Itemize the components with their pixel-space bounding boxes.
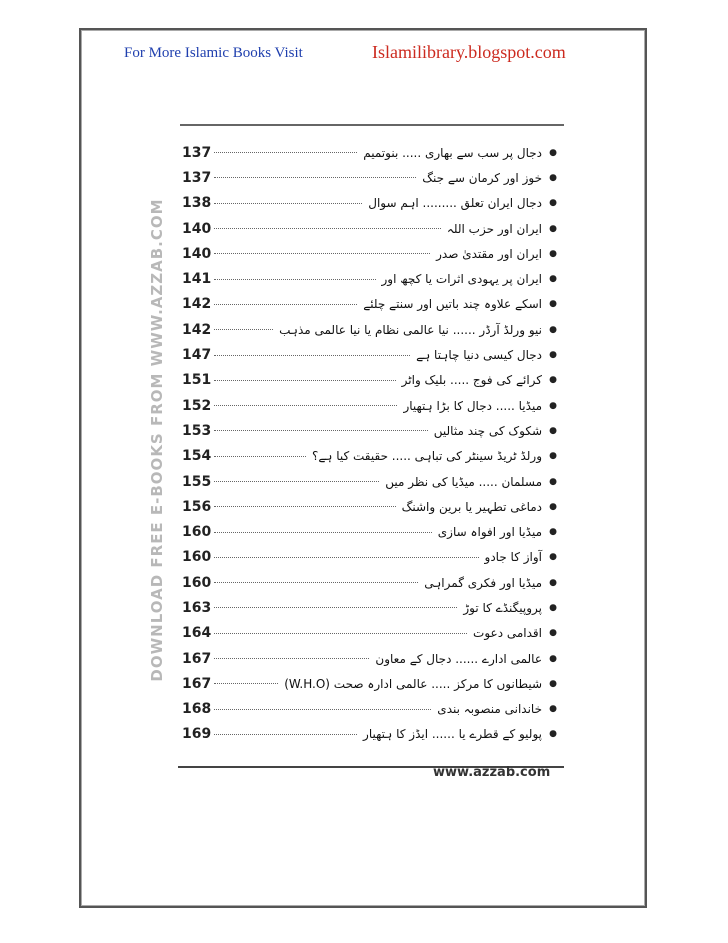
- bullet-icon: ●: [549, 602, 557, 613]
- toc-page-number: 160: [182, 524, 212, 541]
- toc-title: دجال ایران تعلق ......... اہم سوال: [368, 196, 542, 211]
- toc-title: شکوک کی چند مثالیں: [433, 423, 542, 438]
- bullet-icon: ●: [549, 248, 557, 259]
- toc-page-number: 152: [182, 397, 212, 414]
- toc-leader-dots: [214, 582, 418, 583]
- bullet-icon: ●: [549, 653, 557, 664]
- toc-page-number: 154: [182, 448, 212, 465]
- toc-title: پروپیگنڈے کا توڑ: [463, 600, 542, 615]
- toc-leader-dots: [214, 228, 441, 229]
- bullet-icon: ●: [549, 274, 557, 285]
- toc-leader-dots: [214, 279, 376, 280]
- toc-title: ایران اور مقتدیٰ صدر: [436, 246, 542, 261]
- toc-leader-dots: [214, 304, 357, 305]
- toc-leader-dots: [214, 607, 457, 608]
- toc-page-number: 160: [182, 574, 212, 591]
- side-watermark: [148, 198, 166, 682]
- toc-row[interactable]: [182, 570, 560, 595]
- toc-title: ایران اور حزب اللہ: [446, 221, 542, 236]
- toc-row[interactable]: [182, 342, 560, 367]
- toc-page-number: 137: [182, 144, 212, 161]
- toc-title: خوز اور کرمان سے جنگ: [422, 170, 542, 185]
- toc-page-number: 138: [182, 195, 212, 212]
- bullet-icon: ●: [549, 729, 557, 740]
- toc-title: دجال کیسی دنیا چاہتا ہے: [416, 348, 542, 363]
- toc-row[interactable]: [182, 595, 560, 620]
- toc-row[interactable]: [182, 317, 560, 342]
- bullet-icon: ●: [549, 425, 557, 436]
- bullet-icon: ●: [549, 501, 557, 512]
- toc-row[interactable]: [182, 519, 560, 544]
- toc-title: کرائے کی فوج ..... بلیک واٹر: [401, 373, 542, 388]
- bullet-icon: ●: [549, 375, 557, 386]
- toc-row[interactable]: [182, 621, 560, 646]
- side-watermark-text: DOWNLOAD FREE E-BOOKS FROM WWW.AZZAB.COM: [148, 198, 166, 682]
- toc-title: شیطانوں کا مرکز ..... عالمی ادارہ صحت (W.H.O): [284, 676, 542, 691]
- toc-title: دجال پر سب سے بھاری ..... بنوتمیم: [363, 145, 542, 160]
- toc-page-number: 168: [182, 701, 212, 718]
- toc-leader-dots: [214, 177, 416, 178]
- bullet-icon: ●: [549, 628, 557, 639]
- toc-page-number: 137: [182, 169, 212, 186]
- toc-leader-dots: [214, 658, 369, 659]
- toc-leader-dots: [214, 633, 467, 634]
- toc-leader-dots: [214, 532, 432, 533]
- toc-page-number: 151: [182, 372, 212, 389]
- header-blog-link[interactable]: Islamilibrary.blogspot.com: [372, 42, 566, 62]
- toc-title: عالمی ادارے ...... دجال کے معاون: [375, 651, 542, 666]
- toc-row[interactable]: [182, 368, 560, 393]
- toc-leader-dots: [214, 734, 357, 735]
- toc-row[interactable]: [182, 292, 560, 317]
- toc-page-number: 140: [182, 245, 212, 262]
- toc-title: اقدامی دعوت: [473, 626, 542, 641]
- toc-row[interactable]: [182, 140, 560, 165]
- bullet-icon: ●: [549, 400, 557, 411]
- footer-url[interactable]: www.azzab.com: [433, 765, 551, 780]
- bullet-icon: ●: [549, 198, 557, 209]
- toc-page-number: 141: [182, 271, 212, 288]
- bullet-icon: ●: [549, 577, 557, 588]
- toc-leader-dots: [214, 481, 379, 482]
- bullet-icon: ●: [549, 172, 557, 183]
- toc-title: میڈیا ..... دجال کا بڑا ہتھیار: [403, 398, 542, 413]
- toc-title: نیو ورلڈ آرڈر ...... نیا عالمی نظام یا نیا عالمی مذہب: [279, 322, 542, 337]
- toc-row[interactable]: [182, 697, 560, 722]
- toc-title: آواز کا جادو: [484, 550, 542, 565]
- toc-row[interactable]: [182, 722, 560, 747]
- bullet-icon: ●: [549, 552, 557, 563]
- top-divider: [180, 124, 564, 126]
- toc-row[interactable]: [182, 418, 560, 443]
- toc-leader-dots: [214, 355, 410, 356]
- toc-leader-dots: [214, 203, 362, 204]
- toc-page-number: 167: [182, 675, 212, 692]
- bullet-icon: ●: [549, 704, 557, 715]
- toc-leader-dots: [214, 506, 396, 507]
- bullet-icon: ●: [549, 451, 557, 462]
- toc-row[interactable]: [182, 241, 560, 266]
- toc-title: اسکے علاوہ چند باتیں اور سنتے چلئے: [363, 297, 542, 312]
- bullet-icon: ●: [549, 324, 557, 335]
- toc-leader-dots: [214, 430, 428, 431]
- toc-page-number: 142: [182, 321, 212, 338]
- toc-title: پولیو کے قطرے یا ...... ایڈز کا ہتھیار: [363, 727, 542, 742]
- toc-page-number: 169: [182, 726, 212, 743]
- toc-leader-dots: [214, 709, 431, 710]
- header-left-text: For More Islamic Books Visit: [124, 45, 303, 61]
- toc-leader-dots: [214, 405, 397, 406]
- bullet-icon: ●: [549, 223, 557, 234]
- toc-row[interactable]: [182, 494, 560, 519]
- toc-page-number: 142: [182, 296, 212, 313]
- bullet-icon: ●: [549, 476, 557, 487]
- toc-row[interactable]: [182, 216, 560, 241]
- toc-title: مسلمان ..... میڈیا کی نظر میں: [385, 474, 542, 489]
- toc-page-number: 140: [182, 220, 212, 237]
- toc-leader-dots: [214, 557, 479, 558]
- toc-row[interactable]: [182, 545, 560, 570]
- toc-title: میڈیا اور فکری گمراہی: [424, 575, 542, 590]
- toc-leader-dots: [214, 380, 396, 381]
- toc-page-number: 147: [182, 347, 212, 364]
- toc-row[interactable]: [182, 646, 560, 671]
- toc-row[interactable]: [182, 165, 560, 190]
- table-of-contents: [182, 140, 560, 747]
- toc-leader-dots: [214, 329, 273, 330]
- toc-title: ورلڈ ٹریڈ سینٹر کی تباہی ..... حقیقت کیا ہے؟: [311, 449, 542, 464]
- toc-page-number: 164: [182, 625, 212, 642]
- toc-leader-dots: [214, 456, 306, 457]
- bullet-icon: ●: [549, 350, 557, 361]
- toc-page-number: 160: [182, 549, 212, 566]
- toc-title: خاندانی منصوبہ بندی: [437, 702, 542, 717]
- toc-leader-dots: [214, 253, 430, 254]
- bullet-icon: ●: [549, 299, 557, 310]
- toc-title: ایران پر یہودی اثرات یا کچھ اور: [381, 272, 542, 287]
- bullet-icon: ●: [549, 147, 557, 158]
- toc-leader-dots: [214, 152, 357, 153]
- toc-page-number: 155: [182, 473, 212, 490]
- toc-row[interactable]: [182, 191, 560, 216]
- toc-leader-dots: [214, 683, 278, 684]
- bullet-icon: ●: [549, 527, 557, 538]
- toc-page-number: 156: [182, 498, 212, 515]
- toc-title: میڈیا اور افواہ سازی: [437, 525, 542, 540]
- toc-row[interactable]: [182, 671, 560, 696]
- toc-row[interactable]: [182, 469, 560, 494]
- toc-page-number: 153: [182, 422, 212, 439]
- toc-title: دماغی تطہیر یا برین واشنگ: [401, 499, 542, 514]
- bullet-icon: ●: [549, 678, 557, 689]
- toc-page-number: 163: [182, 599, 212, 616]
- toc-row[interactable]: [182, 444, 560, 469]
- toc-page-number: 167: [182, 650, 212, 667]
- toc-row[interactable]: [182, 266, 560, 291]
- toc-row[interactable]: [182, 393, 560, 418]
